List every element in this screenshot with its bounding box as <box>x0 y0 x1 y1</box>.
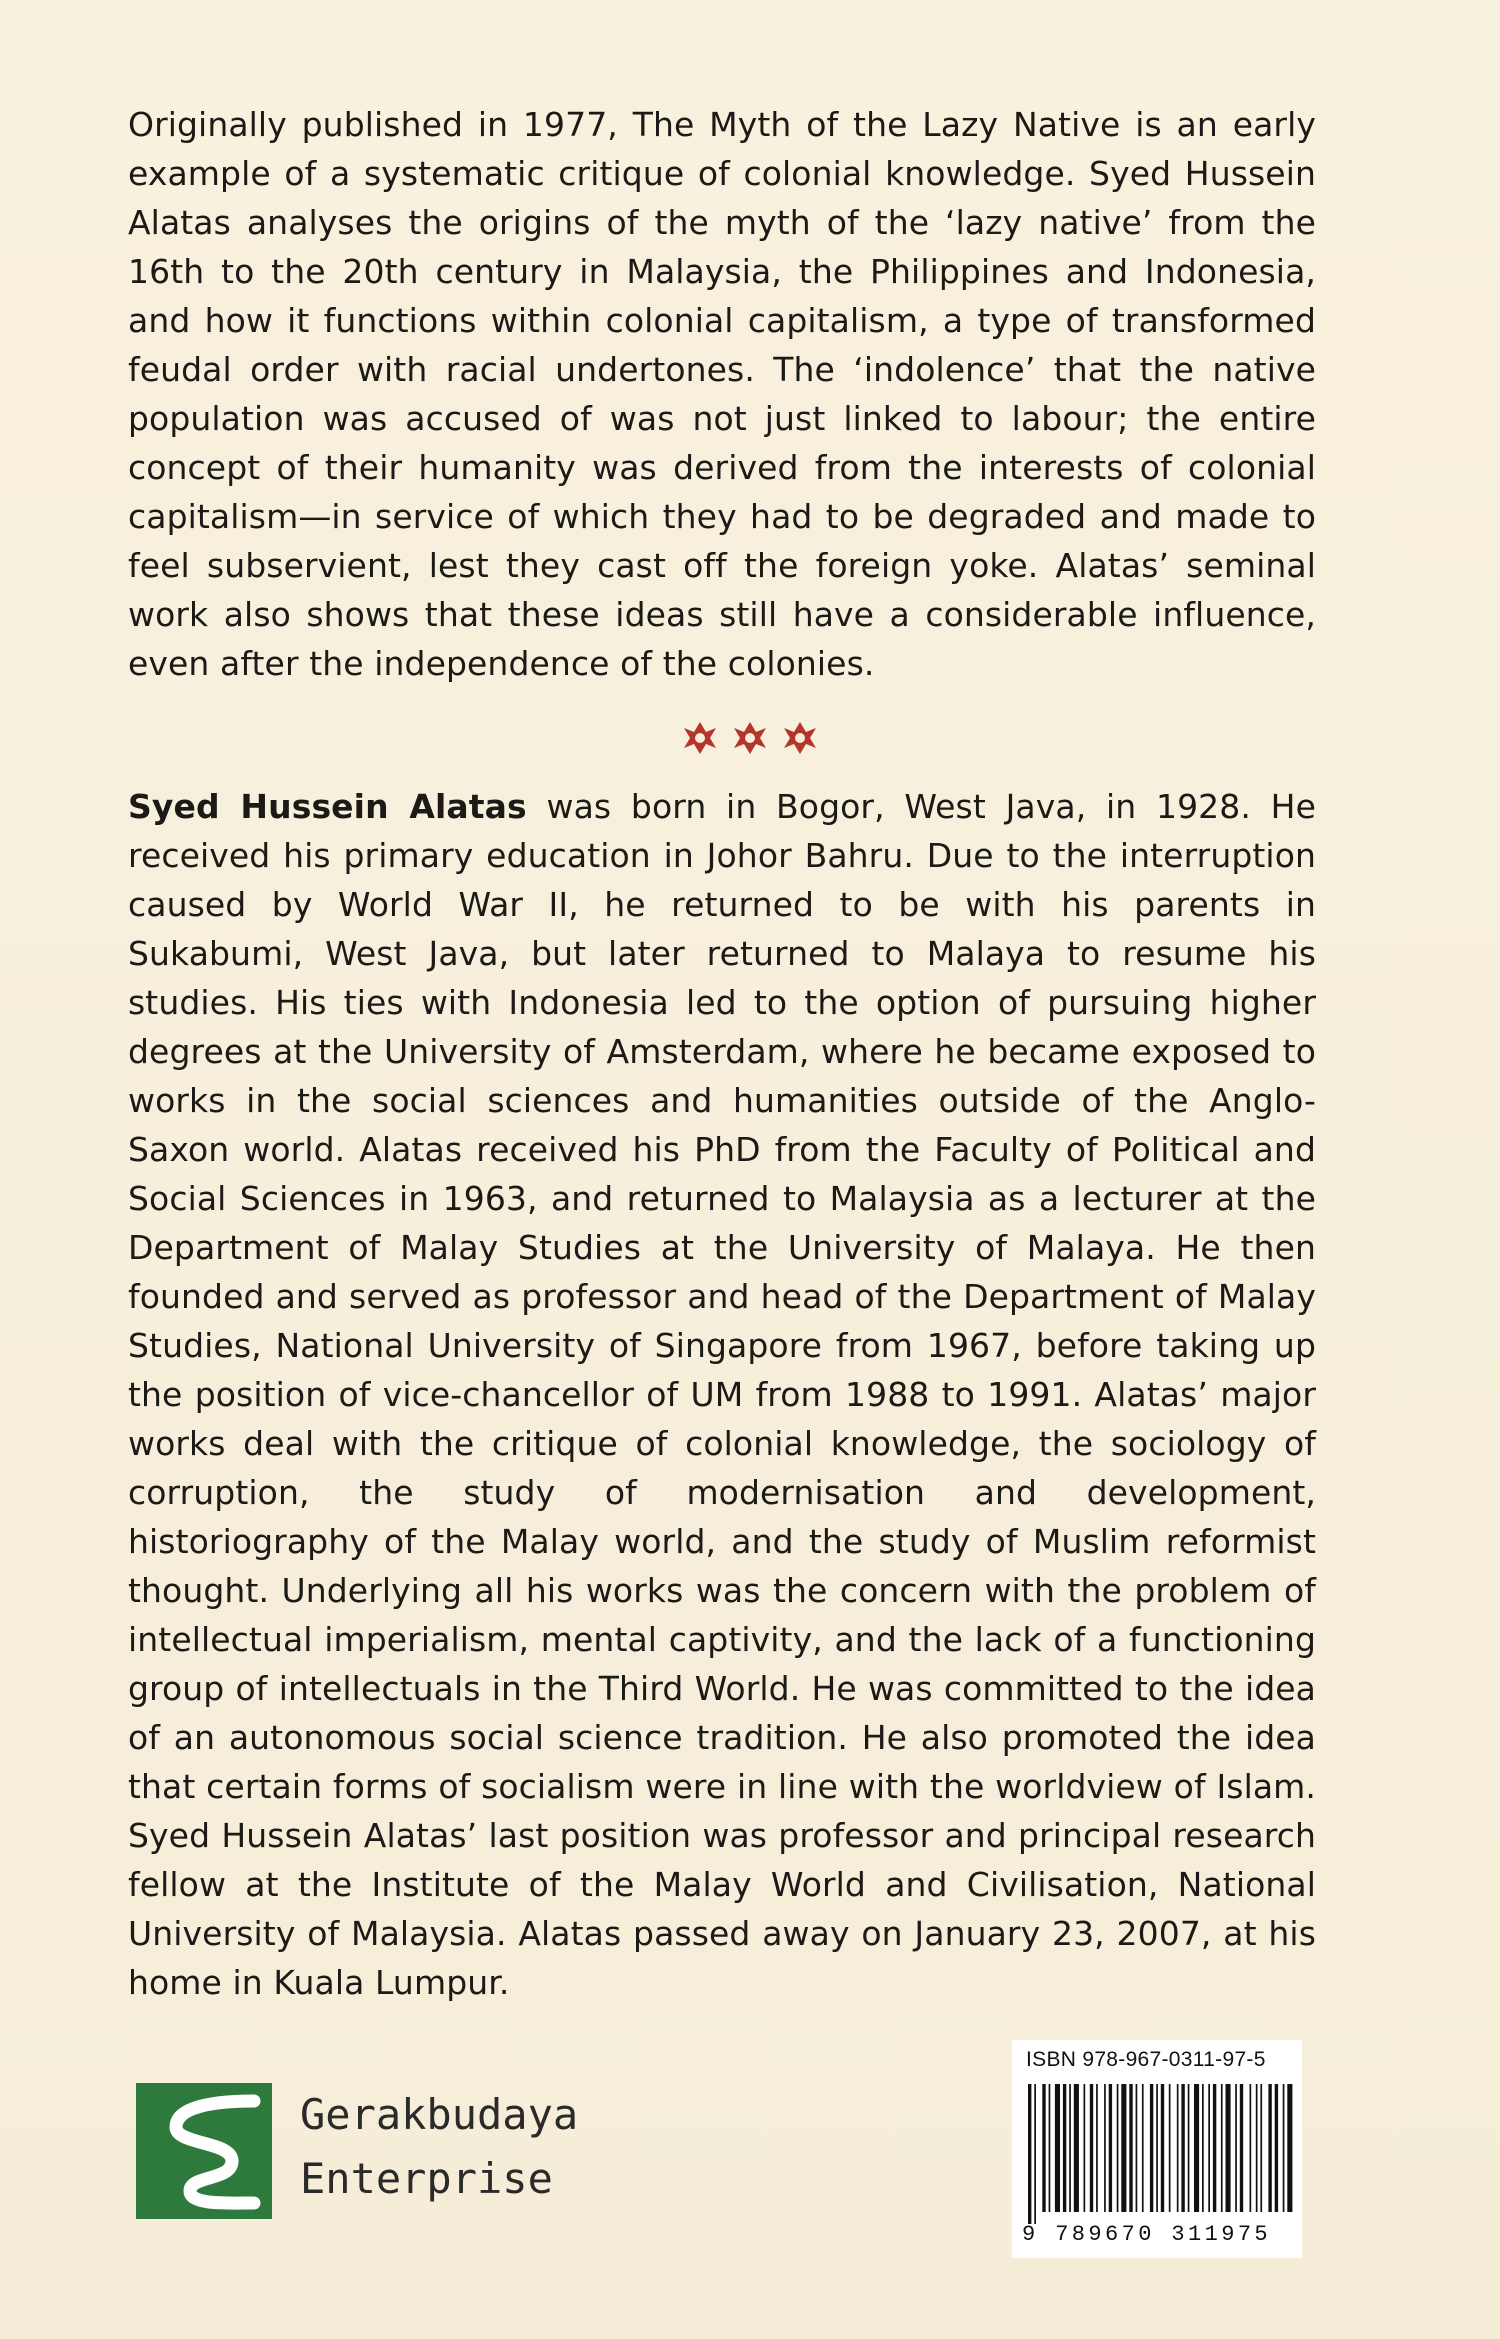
author-biography <box>128 782 1316 2007</box>
ornament-flower-icon <box>680 718 720 758</box>
ornament-flower-icon <box>780 718 820 758</box>
publisher-line-2: Enterprise <box>300 2154 553 2203</box>
ornament-flower-icon <box>730 718 770 758</box>
barcode-digits: 9 789670 311975 <box>1022 2222 1272 2247</box>
section-divider-ornament <box>0 718 1500 762</box>
author-name: Syed Hussein Alatas <box>128 787 527 826</box>
publisher-line-1: Gerakbudaya <box>300 2090 579 2139</box>
book-blurb <box>128 100 1316 688</box>
isbn-barcode-box <box>1012 2040 1302 2258</box>
isbn-label: ISBN 978-967-0311-97-5 <box>1026 2048 1266 2071</box>
publisher-name <box>300 2083 578 2211</box>
barcode-icon <box>1022 2084 1294 2224</box>
river-s-logo-icon <box>136 2083 272 2219</box>
bio-text: was born in Bogor, West Java, in 1928. He received his primary education in Johor Bahru. Due to the interruption caused by World War II, he returned to be with his parents in Sukabumi, West Java, but later returned to Malaya to resume his studies. His ties with Indonesia led to the option of pursuing higher degrees at the University of Amsterdam, where he became exposed to works in the social sciences and humanities outside of the Anglo-Saxon world. Alatas received his PhD from the Faculty of Political and Social Sciences in 1963, and returned to Malaysia as a lecturer at the Department of Malay Studies at the University of Malaya. He then founded and served as professor and head of the Department of Malay Studies, National University of Singapore from 1967, before taking up the position of vice-chancellor of UM from 1988 to 1991. Alatas’ major works deal with the critique of colonial knowledge, the sociology of corruption, the study of modernisation and development, historiography of the Malay world, and the study of Muslim reformist thought. Underlying all his works was the concern with the problem of intellectual imperialism, mental captivity, and the lack of a functioning group of intellectuals in the Third World. He was committed to the idea of an autonomous social science tradition. He also promoted the idea that certain forms of socialism were in line with the worldview of Islam. Syed Hussein Alatas’ last position was professor and principal research fellow at the Institute of the Malay World and Civilisation, National University of Malaysia. Alatas passed away on January 23, 2007, at his home in Kuala Lumpur. <box>128 787 1316 2002</box>
blurb-text: Originally published in 1977, The Myth of the Lazy Native is an early example of a systematic critique of colonial knowledge. Syed Hussein Alatas analyses the origins of the myth of the ‘lazy native’ from the 16th to the 20th century in Malaysia, the Philippines and Indonesia, and how it functions within colonial capitalism, a type of transformed feudal order with racial undertones. The ‘indolence’ that the native population was accused of was not just linked to labour; the entire concept of their humanity was derived from the interests of colonial capitalism—in service of which they had to be degraded and made to feel subservient, lest they cast off the foreign yoke. Alatas’ seminal work also shows that these ideas still have a considerable influence, even after the independence of the colonies. <box>128 105 1316 683</box>
